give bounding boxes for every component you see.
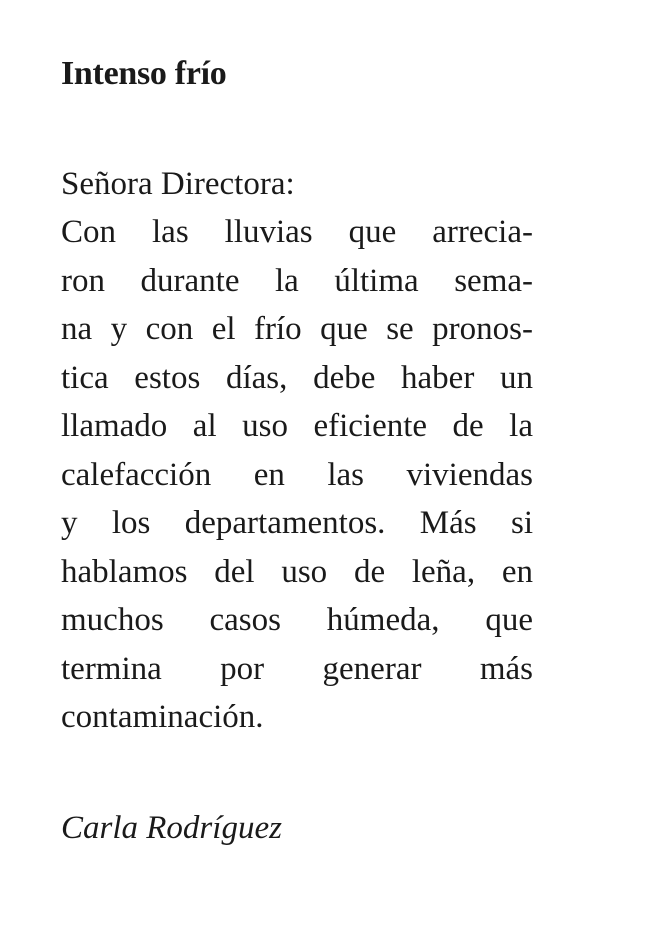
letter-title: Intenso frío [61, 55, 227, 92]
body-line: y los departamentos. Más si [61, 505, 533, 541]
body-line: termina por generar más [61, 650, 533, 687]
body-line: calefacción en las viviendas [61, 456, 533, 493]
signature: Carla Rodríguez [61, 809, 282, 846]
body-line: tica estos días, debe haber un [61, 359, 533, 396]
body-line: muchos casos húmeda, que [61, 602, 533, 638]
salutation: Señora Directora: [61, 166, 295, 202]
body-line: hablamos del uso de leña, en [61, 553, 533, 590]
body-line: llamado al uso eficiente de la [61, 408, 533, 444]
body-line: Con las lluvias que arrecia- [61, 214, 533, 250]
body-line: na y con el frío que se pronos- [61, 311, 533, 347]
body-line: contaminación. [61, 699, 264, 735]
letter-to-editor [61, 52, 533, 850]
body-line: ron durante la última sema- [61, 262, 533, 299]
letter-body [61, 208, 533, 742]
